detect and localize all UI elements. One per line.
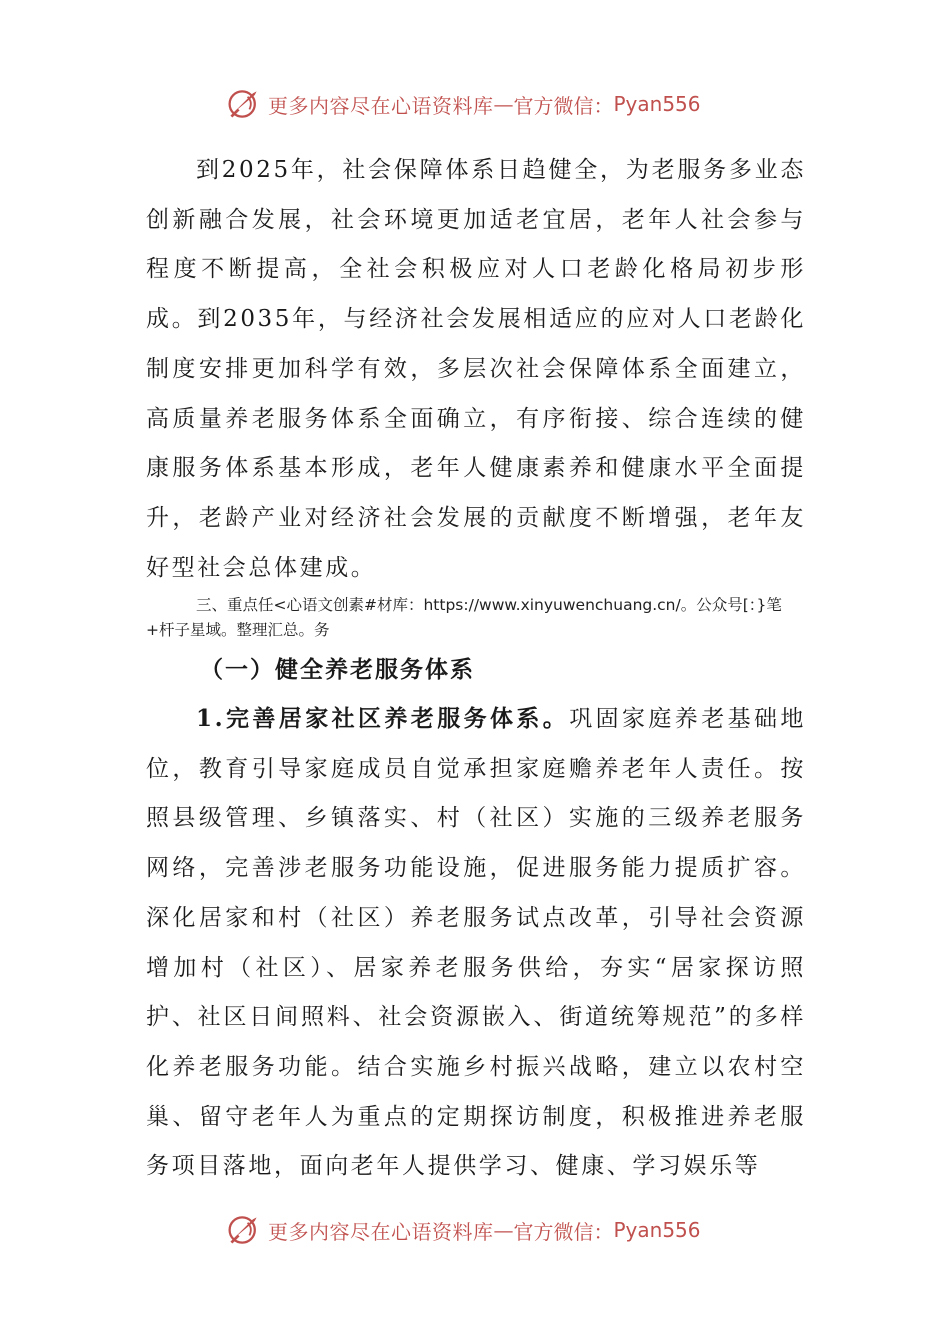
watermark-text: 更多内容尽在心语资料库 <box>268 1219 494 1244</box>
watermark-text: 更多内容尽在心语资料库 <box>268 93 494 118</box>
watermark-footer <box>226 1210 701 1250</box>
watermark-header <box>226 84 701 124</box>
paragraph-goals: 到2025年，社会保障体系日趋健全，为老服务多业态创新融合发展，社会环境更加适老宜居，老年人社会参与程度不断提高，全社会积极应对人口老龄化格局初步形成。到2035年，与经济社会发展相适应的应对人口老龄化制度安排更加科学有效，多层次社会保障体系全面建立，高质量养老服务体系全面确立，有序衔接、综合连续的健康服务体系基本形成，老年人健康素养和健康水平全面提升，老龄产业对经济社会发展的贡献度不断增强，老年友好型社会总体建成。 <box>146 157 806 581</box>
paragraph-body: 巩固家庭养老基础地位，教育引导家庭成员自觉承担家庭赡养老年人责任。按照县级管理、乡镇落实、村（社区）实施的三级养老服务网络，完善涉老服务功能设施，促进服务能力提质扩容。深化居家和村（社区）养老服务试点改革，引导社会资源增加村（社区）、居家养老服务供给，夯实“居家探访照护、社区日间照料、社会资源嵌入、街道统筹规范”的多样化养老服务功能。结合实施乡村振兴战略，建立以农村空巢、留守老年人为重点的定期探访制度，积极推进养老服务项目落地，面向老年人提供学习、健康、学习娱乐等 <box>146 706 806 1180</box>
paragraph-home-community-care <box>146 694 806 1192</box>
quill-logo-icon <box>226 86 262 122</box>
note-line: 三、重点任<心语文创素#材库：https://www.xinyuwenchuang.cn/。公众号[：}笔+杆子星域。整理汇总。务 <box>146 596 782 639</box>
section-heading: （一）健全养老服务体系 <box>200 656 475 683</box>
watermark-separator: — <box>493 92 514 116</box>
paragraph-lead: 1.完善居家社区养老服务体系。 <box>196 705 570 732</box>
watermark-separator: — <box>493 1218 514 1242</box>
watermark-wechat-label: 官方微信： <box>513 93 614 118</box>
quill-logo-icon <box>226 1212 262 1248</box>
watermark-wechat-id: Pyan556 <box>613 1218 701 1242</box>
watermark-wechat-id: Pyan556 <box>613 92 701 116</box>
watermark-wechat-label: 官方微信： <box>513 1219 614 1244</box>
